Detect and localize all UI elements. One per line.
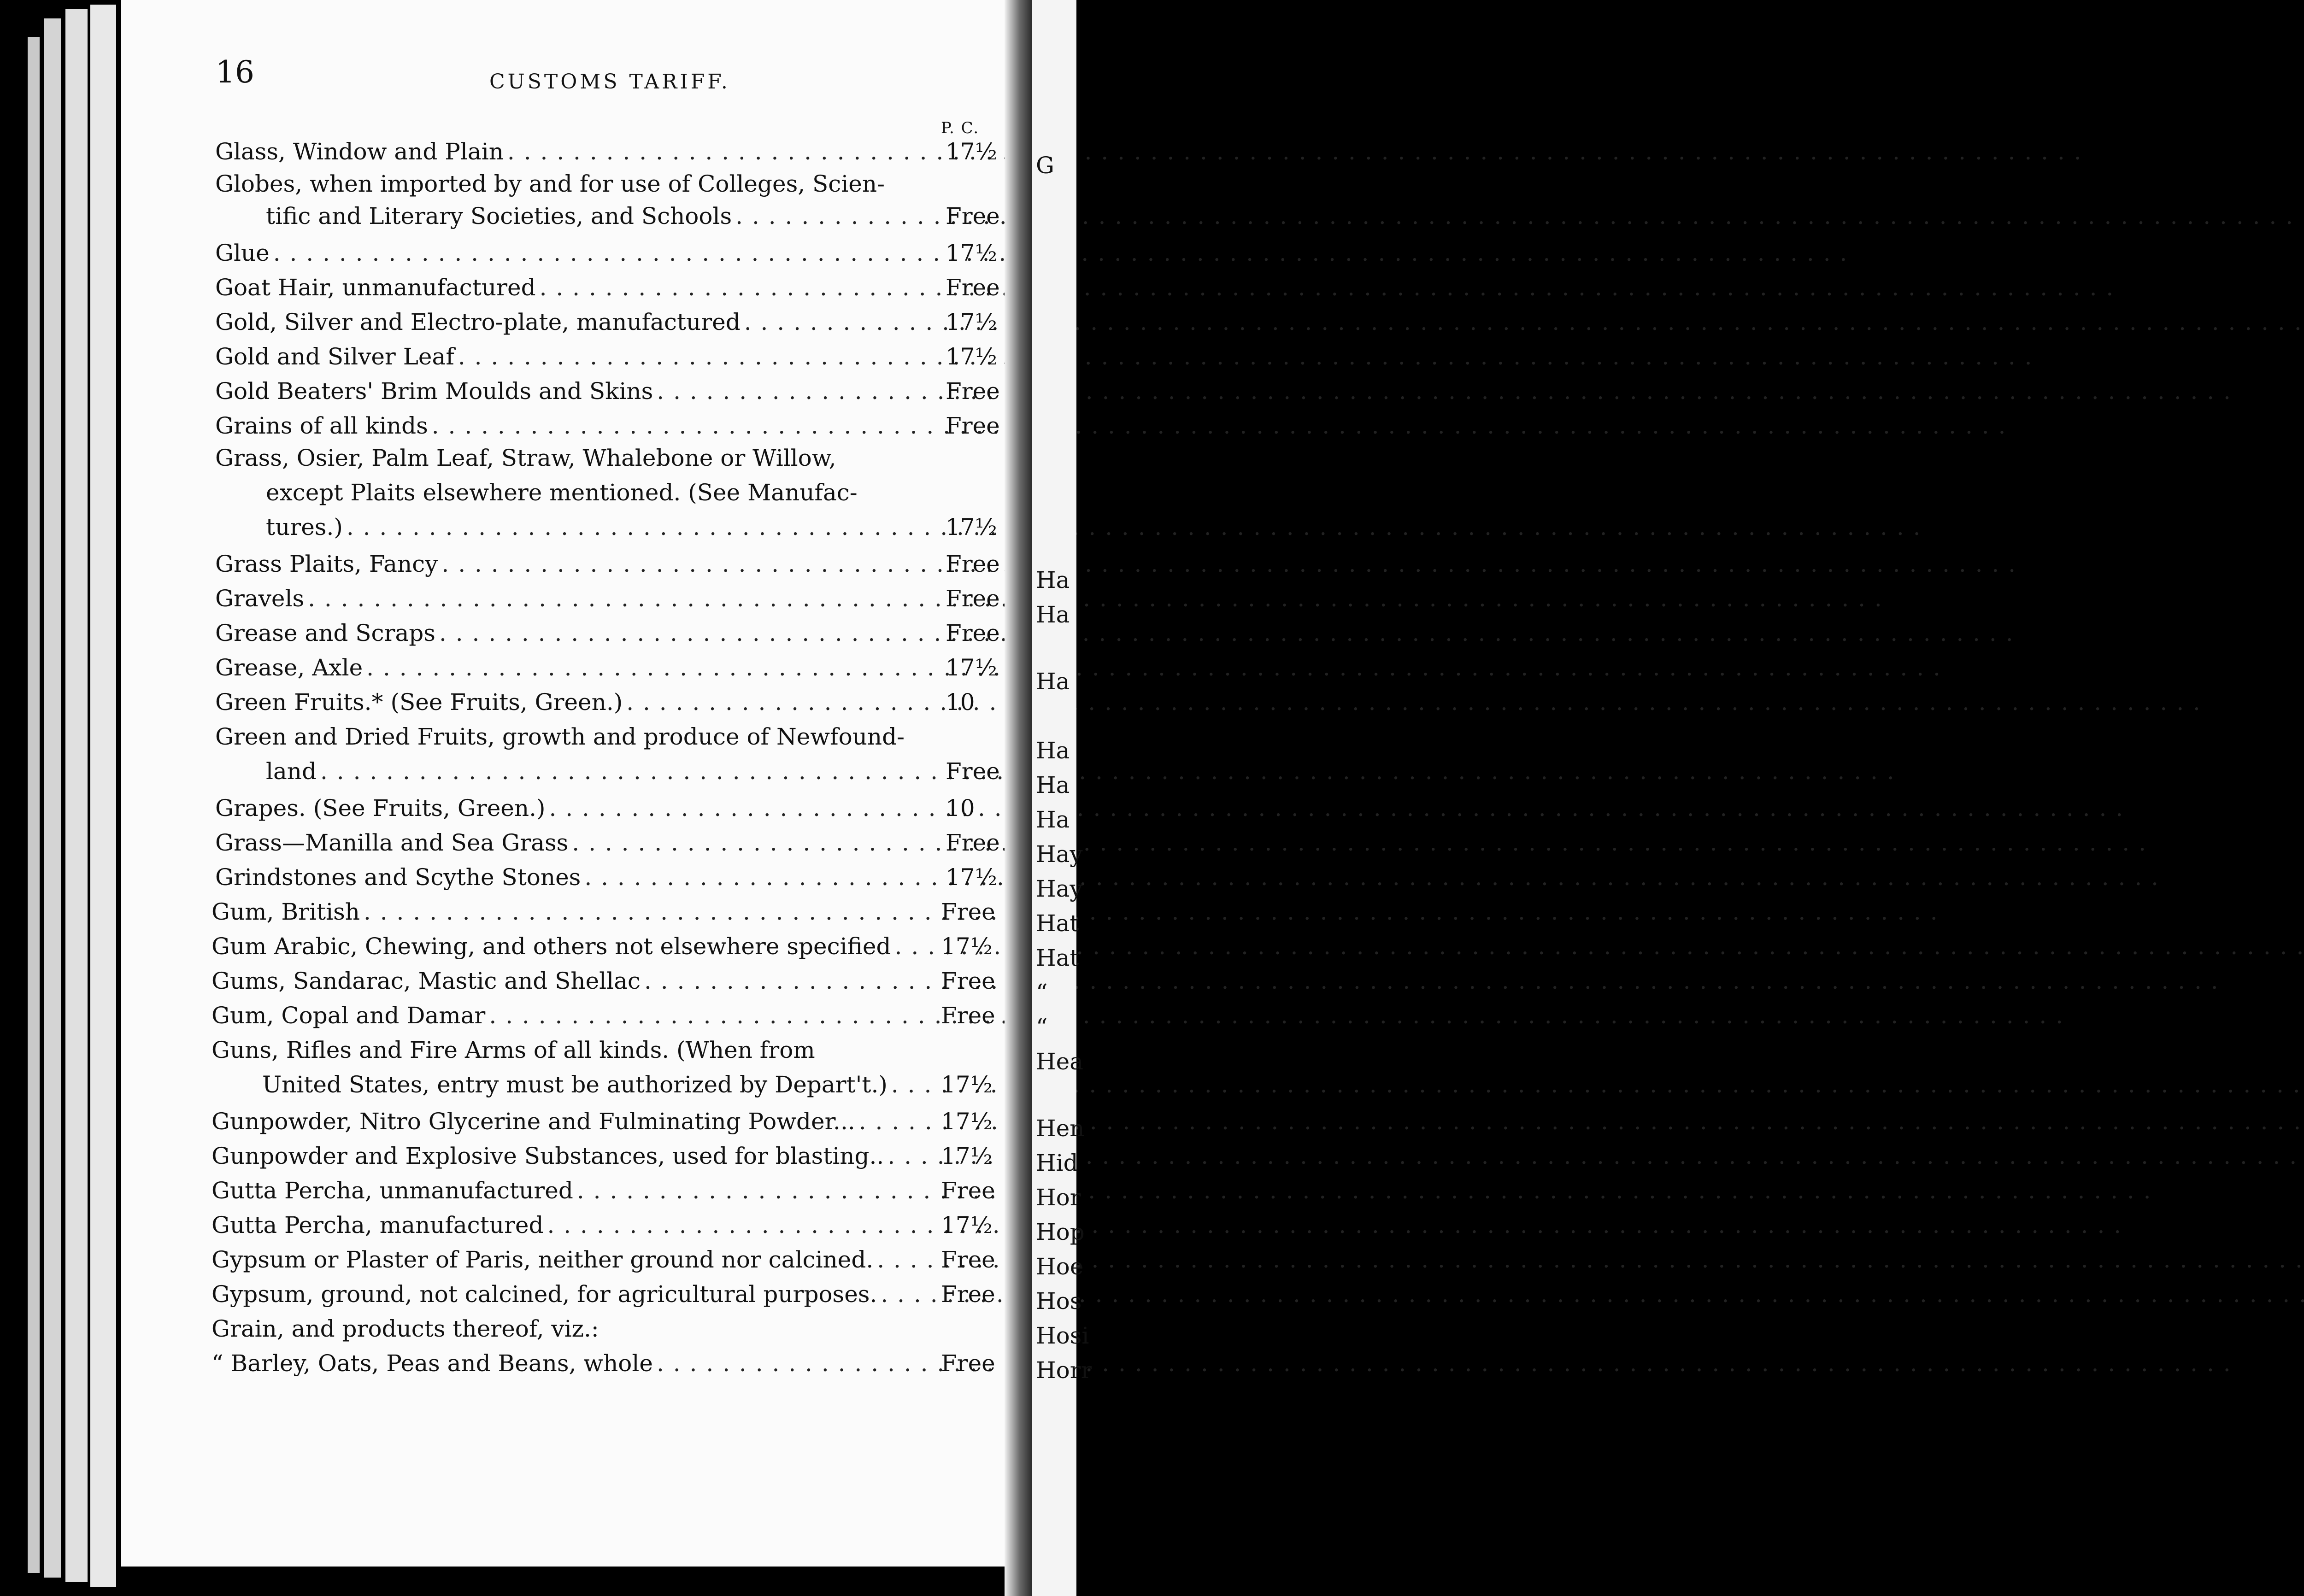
page-edge <box>90 5 116 1587</box>
facing-page-text: Ha <box>1036 806 1070 833</box>
leader-dots <box>657 1350 2231 1377</box>
entry-text: Grass Plaits, Fancy <box>215 551 438 577</box>
duty-rate: Free <box>941 1177 995 1204</box>
duty-rate: 17½ <box>946 864 998 891</box>
entry-text: Grapes. (See Fruits, Green.) <box>215 795 546 821</box>
facing-page-text: G <box>1036 152 1054 179</box>
book-gutter <box>1005 0 1032 1596</box>
entry-text: Gold, Silver and Electro-plate, manufactured <box>215 309 741 335</box>
duty-rate: 17½ <box>946 240 998 266</box>
entry-text: Gypsum, ground, not calcined, for agricultural purposes. <box>212 1281 877 1308</box>
duty-rate: Free <box>946 620 1000 646</box>
duty-rate: 17½ <box>941 1143 993 1169</box>
entry-text: tific and Literary Societies, and Schools <box>266 203 732 229</box>
facing-page-text: Hen <box>1036 1115 1085 1142</box>
entry-text: Globes, when imported by and for use of Colleges, Scien- <box>215 170 885 197</box>
duty-rate: Free <box>941 1246 995 1273</box>
entry-text: Grease and Scraps <box>215 620 435 646</box>
entry-text: United States, entry must be authorized by Depart't.) <box>262 1071 888 1098</box>
entry-text: Grains of all kinds <box>215 412 428 439</box>
leader-dots <box>895 933 2304 960</box>
entry-text: Gold Beaters' Brim Moulds and Skins <box>215 378 653 405</box>
page-number: 16 <box>216 54 254 90</box>
rate-column-header: P. C. <box>941 119 980 137</box>
duty-rate: 17½ <box>941 1108 993 1135</box>
tariff-entries <box>121 0 1023 1567</box>
page-edge <box>65 9 88 1582</box>
duty-rate: 17½ <box>946 514 998 540</box>
facing-page-text: Ha <box>1036 668 1070 695</box>
entry-text: Glue <box>215 240 270 266</box>
page-edge <box>28 37 40 1573</box>
duty-rate: 10 <box>946 795 975 821</box>
duty-rate: 17½ <box>941 933 993 960</box>
leader-dots <box>877 1246 2304 1273</box>
entry-text: except Plaits elsewhere mentioned. (See Manufac- <box>266 479 858 506</box>
duty-rate: Free <box>941 1281 995 1308</box>
duty-rate: Free <box>946 758 1000 785</box>
duty-rate: Free <box>946 412 1000 439</box>
tariff-entry <box>121 0 1023 1567</box>
duty-rate: 17½ <box>946 343 998 370</box>
facing-page-text: “ <box>1036 979 1048 1006</box>
duty-rate: 10 <box>946 689 975 716</box>
entry-text: Gutta Percha, unmanufactured <box>212 1177 573 1204</box>
entry-text: Green and Dried Fruits, growth and produce of Newfound- <box>215 723 905 750</box>
entry-text: Guns, Rifles and Fire Arms of all kinds. (When from <box>212 1037 815 1063</box>
facing-page-text: Hid <box>1036 1150 1078 1176</box>
duty-rate: Free <box>946 274 1000 301</box>
duty-rate: 17½ <box>946 138 998 165</box>
entry-text: Goat Hair, unmanufactured <box>215 274 536 301</box>
facing-page-text: Horr <box>1036 1357 1092 1384</box>
entry-text: Grease, Axle <box>215 654 363 681</box>
duty-rate: Free <box>941 968 995 994</box>
entry-text: Gum, Copal and Damar <box>212 1002 486 1029</box>
entry-text: land <box>266 758 317 785</box>
facing-page-text: Ha <box>1036 772 1070 798</box>
duty-rate: Free <box>941 1002 995 1029</box>
running-head: CUSTOMS TARIFF. <box>489 70 730 94</box>
duty-rate: Free <box>946 378 1000 405</box>
duty-rate: Free <box>941 1350 995 1377</box>
facing-page-text: Hos <box>1036 1288 1082 1314</box>
facing-page-text: “ <box>1036 1014 1048 1040</box>
entry-text: Gold and Silver Leaf <box>215 343 454 370</box>
duty-rate: Free <box>946 551 1000 577</box>
leader-dots <box>888 1143 2304 1169</box>
entry-text: Grass—Manilla and Sea Grass <box>215 829 569 856</box>
facing-page-text: Hat <box>1036 945 1079 971</box>
duty-rate: Free <box>946 829 1000 856</box>
entry-text: Gutta Percha, manufactured <box>212 1212 544 1238</box>
entry-text: Gum Arabic, Chewing, and others not elsewhere specified <box>212 933 891 960</box>
entry-text: tures.) <box>266 514 343 540</box>
facing-page-text: Ha <box>1036 737 1070 764</box>
facing-page-text: Hay <box>1036 875 1083 902</box>
duty-rate: 17½ <box>941 1212 993 1238</box>
leader-dots <box>891 1071 2304 1098</box>
facing-page-text: Hat <box>1036 910 1079 937</box>
entry-text: Green Fruits.* (See Fruits, Green.) <box>215 689 623 716</box>
entry-text: Glass, Window and Plain <box>215 138 504 165</box>
entry-text: Gunpowder, Nitro Glycerine and Fulminating Powder... <box>212 1108 855 1135</box>
duty-rate: 17½ <box>941 1071 993 1098</box>
duty-rate: Free <box>946 203 1000 229</box>
entry-text: Gums, Sandarac, Mastic and Shellac <box>212 968 641 994</box>
duty-rate: Free <box>946 585 1000 612</box>
entry-line <box>212 1350 902 1379</box>
facing-page-text: Ha <box>1036 601 1070 628</box>
duty-rate: Free <box>941 898 995 925</box>
facing-page-text: Hay <box>1036 841 1083 868</box>
page-edge <box>44 18 61 1578</box>
entry-text: Gypsum or Plaster of Paris, neither ground nor calcined. <box>212 1246 874 1273</box>
duty-rate: 17½ <box>946 654 998 681</box>
entry-text: Gravels <box>215 585 305 612</box>
page-edges <box>0 0 138 1596</box>
facing-page-text: Hop <box>1036 1219 1085 1245</box>
entry-text: Gum, British <box>212 898 360 925</box>
entry-text: Grindstones and Scythe Stones <box>215 864 581 891</box>
book-page <box>121 0 1023 1567</box>
facing-page-fragment <box>1032 0 1092 1596</box>
facing-page-text: Hosi <box>1036 1322 1089 1349</box>
entry-text: Grass, Osier, Palm Leaf, Straw, Whalebone or Willow, <box>215 445 836 471</box>
entry-text: Grain, and products thereof, viz.: <box>212 1315 599 1342</box>
entry-text: Gunpowder and Explosive Substances, used for blasting.. <box>212 1143 884 1169</box>
facing-page-text: Hor <box>1036 1184 1081 1211</box>
entry-text: “ Barley, Oats, Peas and Beans, whole <box>212 1350 653 1377</box>
leader-dots <box>881 1281 2304 1308</box>
facing-page-text: Hoe <box>1036 1253 1084 1280</box>
facing-page-text: Hea <box>1036 1048 1084 1075</box>
duty-rate: 17½ <box>946 309 998 335</box>
facing-page-text: Ha <box>1036 567 1070 593</box>
